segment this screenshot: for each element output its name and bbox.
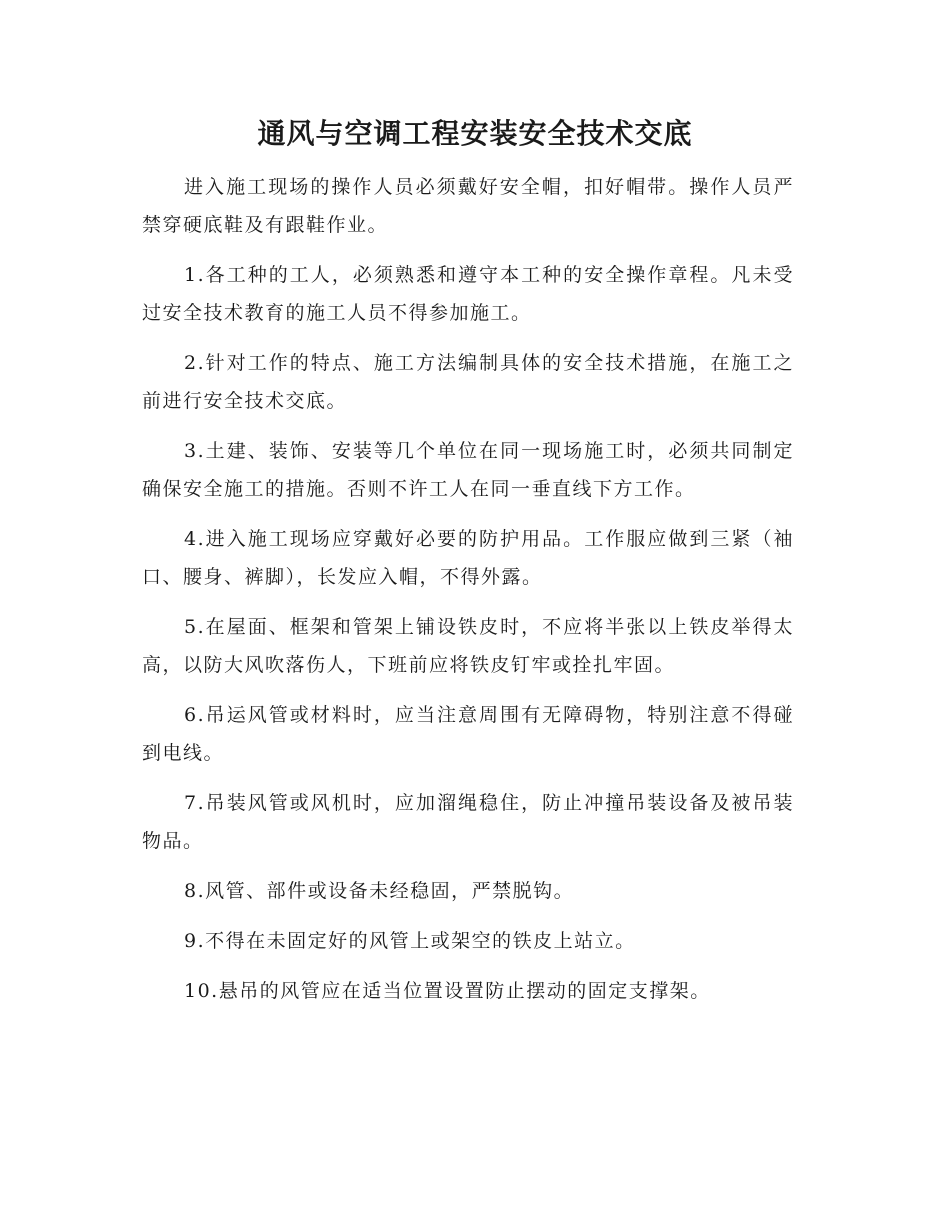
- paragraph-item-6: 6.吊运风管或材料时，应当注意周围有无障碍物，特别注意不得碰到电线。: [142, 704, 794, 764]
- paragraph-item-10: 10.悬吊的风管应在适当位置设置防止摆动的固定支撑架。: [184, 980, 711, 1002]
- document-body: [142, 168, 794, 1022]
- paragraph-item-4: 4.进入施工现场应穿戴好必要的防护用品。工作服应做到三紧（袖口、腰身、裤脚），长发应入帽，不得外露。: [142, 528, 794, 588]
- paragraph-item-8: 8.风管、部件或设备未经稳固，严禁脱钩。: [184, 880, 575, 902]
- paragraph-intro: 进入施工现场的操作人员必须戴好安全帽，扣好帽带。操作人员严禁穿硬底鞋及有跟鞋作业。: [142, 176, 794, 236]
- paragraph-item-2: 2.针对工作的特点、施工方法编制具体的安全技术措施，在施工之前进行安全技术交底。: [142, 352, 794, 412]
- paragraph-item-5: 5.在屋面、框架和管架上铺设铁皮时，不应将半张以上铁皮举得太高，以防大风吹落伤人，下班前应将铁皮钉牢或拴扎牢固。: [142, 616, 794, 676]
- paragraph-item-1: 1.各工种的工人，必须熟悉和遵守本工种的安全操作章程。凡未受过安全技术教育的施工人员不得参加施工。: [142, 264, 794, 324]
- paragraph-item-7: 7.吊装风管或风机时，应加溜绳稳住，防止冲撞吊装设备及被吊装物品。: [142, 792, 794, 852]
- paragraph-item-3: 3.土建、装饰、安装等几个单位在同一现场施工时，必须共同制定确保安全施工的措施。否则不许工人在同一垂直线下方工作。: [142, 440, 794, 500]
- paragraph-item-9: 9.不得在未固定好的风管上或架空的铁皮上站立。: [184, 930, 636, 952]
- document-title: 通风与空调工程安装安全技术交底: [257, 117, 693, 150]
